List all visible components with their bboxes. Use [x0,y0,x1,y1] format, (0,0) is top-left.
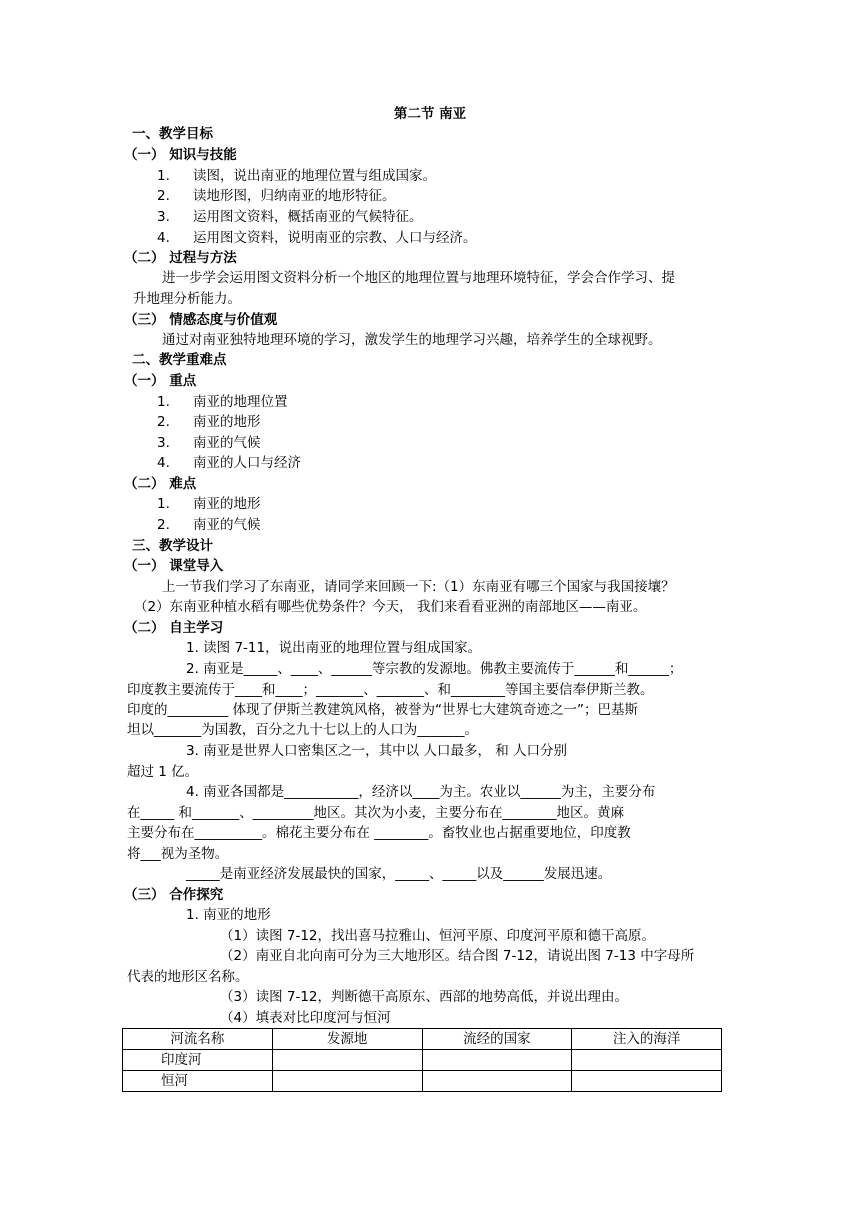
table-header-cell: 发源地 [272,1029,422,1050]
list-text: 读图，说出南亚的地理位置与组成国家。 [193,168,436,184]
list-text: 南亚的地形 [193,414,261,430]
question-3: 超过 1 亿。 [127,764,199,780]
cooperation-item: 1. 南亚的地形 [186,907,271,923]
list-item [157,166,436,186]
river-name-cell: 印度河 [123,1050,273,1071]
subheading-cooperation: （三） 合作探究 [124,887,224,903]
table-row [123,1071,722,1092]
river-name-cell: 恒河 [123,1071,273,1092]
table-row [123,1050,722,1071]
list-number: 4. [157,455,170,471]
blank-cell[interactable] [422,1071,572,1092]
list-text: 南亚的地理位置 [193,394,288,410]
list-item [157,392,288,412]
question-4: 将___视为圣物。 [127,846,229,862]
blank-cell[interactable] [572,1050,722,1071]
list-number: 1. [157,168,170,184]
list-item [157,453,301,473]
list-text: 南亚的人口与经济 [193,455,301,471]
list-number: 2. [157,517,170,533]
list-item [157,412,261,432]
subheading-key: （一） 重点 [124,373,197,389]
subheading-attitude: （三） 情感态度与价值观 [124,312,278,328]
question-4: _____是南亚经济发展最快的国家，_____、_____以及______发展迅速。 [186,866,612,882]
list-number: 1. [157,394,170,410]
paragraph: 升地理分析能力。 [133,291,241,307]
subheading-knowledge-skills: （一） 知识与技能 [124,147,237,163]
table-header-row [123,1029,722,1050]
list-item [157,228,477,248]
section-heading-key-points: 二、教学重难点 [132,352,227,368]
paragraph: 上一节我们学习了东南亚，请同学来回顾一下:（1）东南亚有哪三个国家与我国接壤？ [162,579,675,595]
paragraph: （2）东南亚种植水稻有哪些优势条件？今天， 我们来看看亚洲的南部地区——南亚。 [134,599,647,615]
question-4: 主要分布在__________。棉花主要分布在 ________。畜牧业也占据重要地位，印度教 [127,825,631,841]
cooperation-question: 代表的地形区名称。 [127,969,249,985]
cooperation-question: （1）读图 7-12，找出喜马拉雅山、恒河平原、印度河平原和德干高原。 [220,928,656,944]
page-title: 第二节 南亚 [393,106,467,122]
table-header-cell: 河流名称 [123,1029,273,1050]
section-heading-design: 三、教学设计 [132,538,213,554]
subheading-self-study: （二） 自主学习 [124,620,224,636]
question-1: 1. 读图 7-11，说出南亚的地理位置与组成国家。 [186,640,482,656]
list-number: 1. [157,496,170,512]
list-text: 南亚的气候 [193,517,261,533]
list-item [157,494,261,514]
subheading-difficult: （二） 难点 [124,476,197,492]
cooperation-question: （4）填表对比印度河与恒河 [220,1010,391,1026]
list-number: 3. [157,209,170,225]
question-2: 印度的_________ 体现了伊斯兰教建筑风格，被誉为“世界七大建筑奇迹之一”；巴基斯 [127,702,639,718]
question-2: 坦以_______为国教，百分之九十七以上的人口为_______。 [127,722,478,738]
list-item [157,515,261,535]
section-heading-objectives: 一、教学目标 [132,126,213,142]
list-text: 南亚的地形 [193,496,261,512]
blank-cell[interactable] [422,1050,572,1071]
list-number: 2. [157,188,170,204]
blank-cell[interactable] [272,1071,422,1092]
subheading-process-method: （二） 过程与方法 [124,250,237,266]
subheading-intro: （一） 课堂导入 [124,558,224,574]
question-4: 4. 南亚各国都是___________，经济以____为主。农业以______为主，主要分布 [186,784,656,800]
table-header-cell: 流经的国家 [422,1029,572,1050]
list-item [157,186,396,206]
list-text: 读地形图，归纳南亚的地形特征。 [193,188,396,204]
list-number: 2. [157,414,170,430]
paragraph: 进一步学会运用图文资料分析一个地区的地理位置与地理环境特征，学会合作学习、提 [162,270,675,286]
cooperation-question: （2）南亚自北向南可分为三大地形区。结合图 7-12，请说出图 7-13 中字母所 [220,948,695,964]
river-comparison-table [122,1028,722,1092]
list-number: 3. [157,435,170,451]
list-item [157,207,423,227]
cooperation-question: （3）读图 7-12，判断德干高原东、西部的地势高低，并说出理由。 [220,989,629,1005]
list-text: 运用图文资料，概括南亚的气候特征。 [193,209,423,225]
paragraph: 通过对南亚独特地理环境的学习，激发学生的地理学习兴趣，培养学生的全球视野。 [162,332,662,348]
question-3: 3. 南亚是世界人口密集区之一，其中以 人口最多， 和 人口分别 [186,743,568,759]
list-number: 4. [157,230,170,246]
list-text: 运用图文资料，说明南亚的宗教、人口与经济。 [193,230,477,246]
blank-cell[interactable] [572,1071,722,1092]
list-item [157,433,261,453]
blank-cell[interactable] [272,1050,422,1071]
question-4: 在_____ 和_______、_________地区。其次为小麦，主要分布在________地区。黄麻 [127,805,625,821]
question-2: 印度教主要流传于____和____；_______、_______、和________等国主要信奉伊斯兰教。 [127,682,654,698]
question-2: 2. 南亚是_____、____、______等宗教的发源地。佛教主要流传于______和______； [186,661,683,677]
list-text: 南亚的气候 [193,435,261,451]
table-header-cell: 注入的海洋 [572,1029,722,1050]
